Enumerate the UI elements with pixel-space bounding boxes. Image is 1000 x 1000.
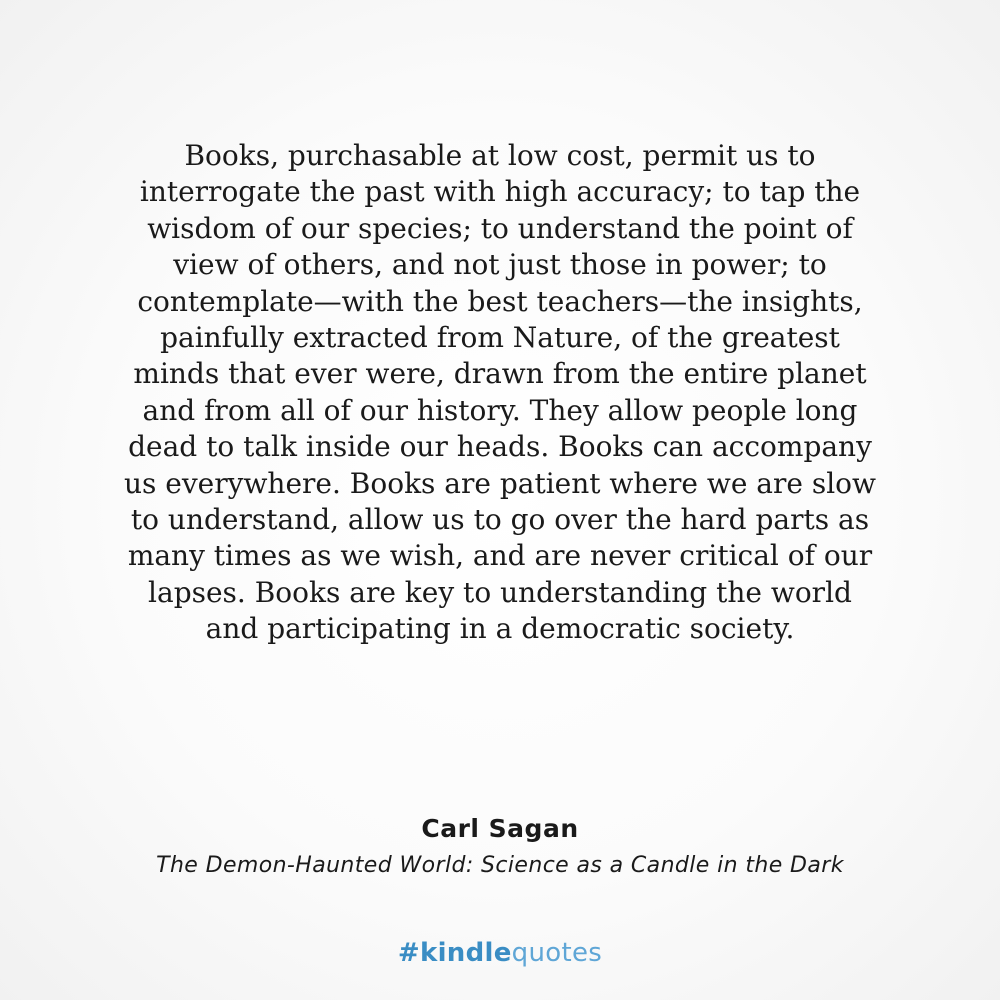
quote-line: contemplate—with the best teachers—the insights, [137,284,863,318]
quote-line: wisdom of our species; to understand the point of [147,211,853,245]
quote-line: and participating in a democratic society. [205,612,795,646]
quote-line: us everywhere. Books are patient where we are slow [123,466,876,500]
quote-line: dead to talk inside our heads. Books can accompany [128,430,872,464]
quote-line: view of others, and not just those in power; to [173,248,827,282]
quote-line: painfully extracted from Nature, of the greatest [160,321,840,355]
quote-line: many times as we wish, and are never critical of our [127,539,873,573]
quote-line: minds that ever were, drawn from the entire planet [133,357,867,391]
author-name: Carl Sagan [421,814,579,843]
quote-line: lapses. Books are key to understanding the world [148,575,852,609]
quote-text [40,138,960,648]
quote-line: to understand, allow us to go over the hard parts as [130,503,870,537]
book-title: The Demon-Haunted World: Science as a Candle in the Dark [156,853,844,878]
quote-line: interrogate the past with high accuracy; to tap the [139,175,861,209]
quote-line: and from all of our history. They allow people long [142,393,858,427]
kindlequotes-hashtag [0,938,1000,968]
quote-line: Books, purchasable at low cost, permit us to [184,139,816,172]
hashtag-suffix: quotes [511,938,603,968]
hashtag-prefix: #kindle [397,938,512,968]
